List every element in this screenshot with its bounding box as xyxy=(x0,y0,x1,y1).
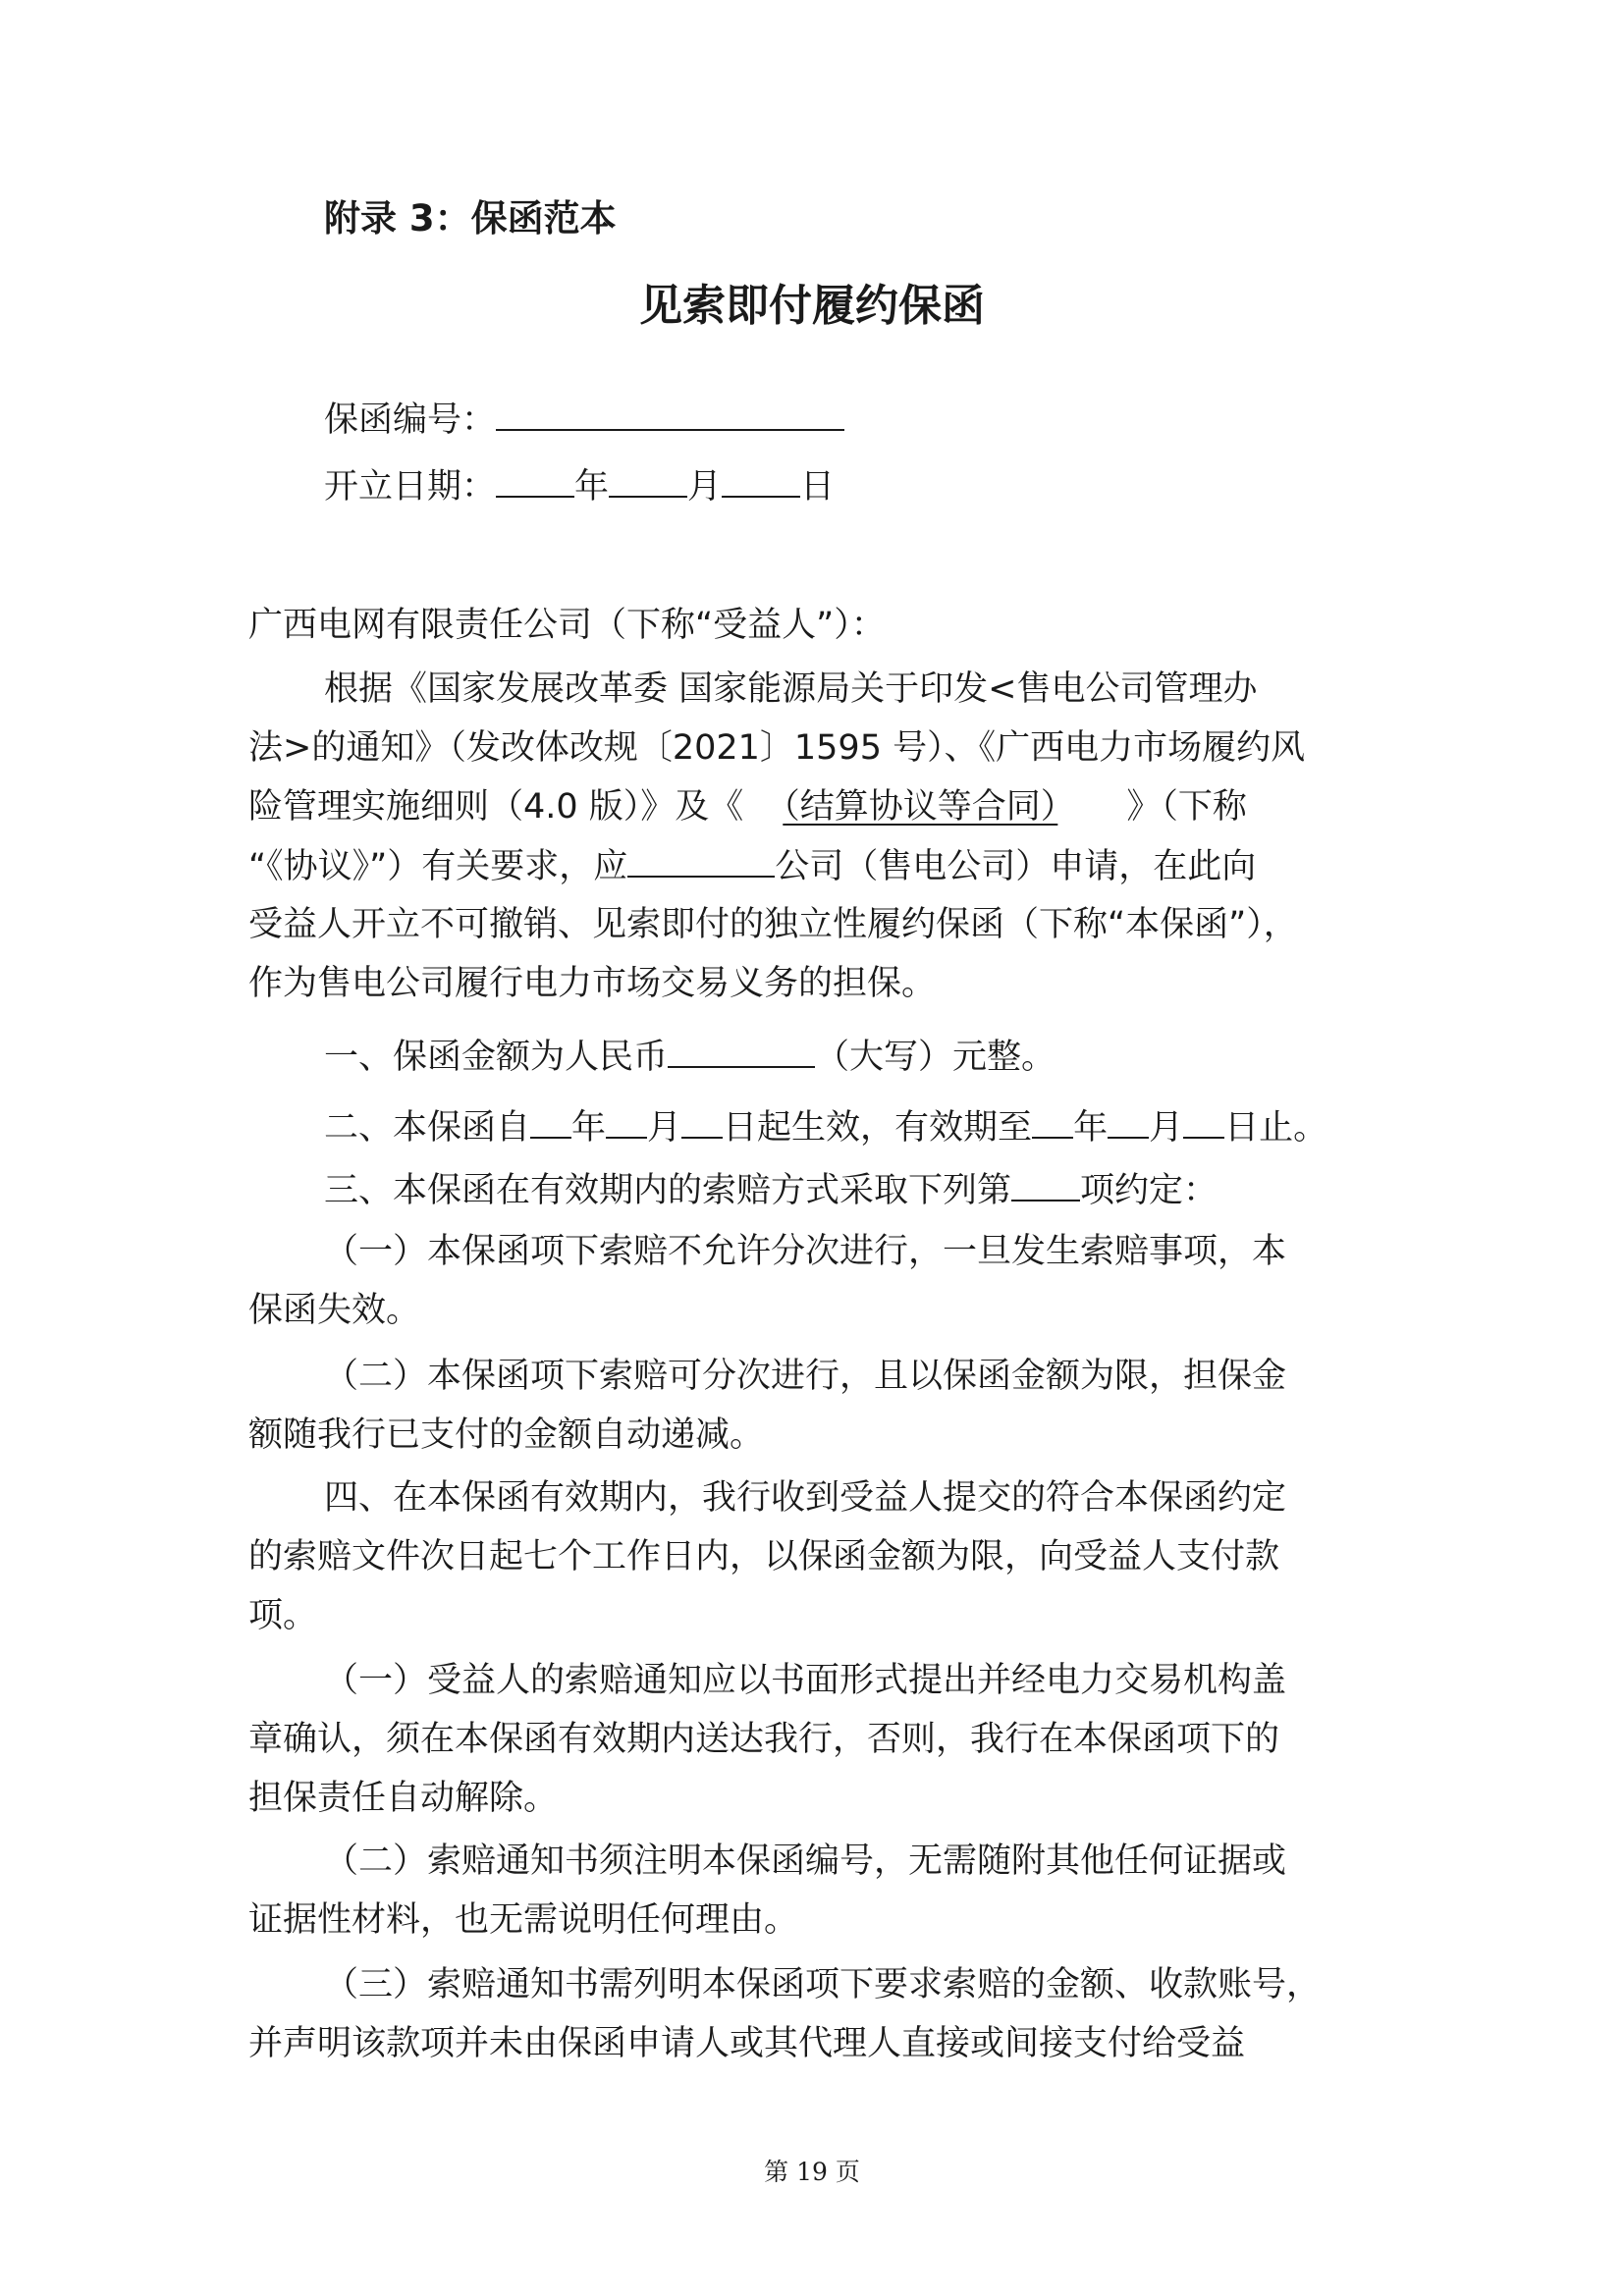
intro-line-4 xyxy=(248,842,1256,890)
issue-day-label: 日 xyxy=(800,467,836,507)
clause-3-2-line-2: 额随我行已支付的金额自动递减。 xyxy=(248,1415,765,1455)
clause-1-start: 一、保函金额为人民币 xyxy=(324,1038,669,1077)
guarantee-number-blank[interactable] xyxy=(496,396,844,431)
clause-4-2-line-1: （二）索赔通知书须注明本保函编号，无需随附其他任何证据或 xyxy=(324,1842,1287,1881)
clause-2-end: 日止。 xyxy=(1224,1108,1328,1148)
amount-blank[interactable] xyxy=(668,1033,815,1068)
clause-2-start: 二、本保函自 xyxy=(324,1108,531,1148)
clause-3-2-line-1: （二）本保函项下索赔可分次进行，且以保函金额为限，担保金 xyxy=(324,1357,1287,1396)
clause-3-end: 项约定： xyxy=(1080,1171,1218,1210)
expiry-day-blank[interactable] xyxy=(1183,1103,1224,1139)
clause-2-middle: 日起生效，有效期至 xyxy=(723,1108,1033,1148)
expiry-year-label: 年 xyxy=(1073,1108,1109,1148)
clause-1-end: （大写）元整。 xyxy=(815,1038,1056,1077)
appendix-heading: 附录 3：保函范本 xyxy=(324,197,617,240)
issue-date-label: 开立日期： xyxy=(324,467,497,507)
clause-4-1-line-1: （一）受益人的索赔通知应以书面形式提出并经电力交易机构盖 xyxy=(324,1661,1287,1700)
expiry-month-blank[interactable] xyxy=(1108,1103,1149,1139)
guarantee-number-line xyxy=(324,396,844,444)
clause-3-1-line-1: （一）本保函项下索赔不允许分次进行，一旦发生索赔事项，本 xyxy=(324,1232,1287,1271)
issue-date-line xyxy=(324,462,835,510)
intro-line-4-start: “《协议》”）有关要求，应 xyxy=(248,847,628,886)
issue-month-blank[interactable] xyxy=(609,462,687,498)
intro-line-3 xyxy=(248,783,1247,830)
contract-name-field[interactable]: （结算协议等合同） xyxy=(783,787,1058,827)
effective-year-label: 年 xyxy=(571,1108,607,1148)
intro-line-1: 根据《国家发展改革委 国家能源局关于印发<售电公司管理办 xyxy=(324,669,1258,709)
effective-day-blank[interactable] xyxy=(681,1103,723,1139)
document-title: 见索即付履约保函 xyxy=(639,281,985,331)
issue-year-label: 年 xyxy=(574,467,610,507)
effective-month-label: 月 xyxy=(647,1108,682,1148)
effective-year-blank[interactable] xyxy=(530,1103,571,1139)
issue-day-blank[interactable] xyxy=(722,462,800,498)
clause-4-3-line-1: （三）索赔通知书需列明本保函项下要求索赔的金额、收款账号， xyxy=(324,1965,1322,2004)
clause-3-start: 三、本保函在有效期内的索赔方式采取下列第 xyxy=(324,1171,1012,1210)
intro-line-6: 作为售电公司履行电力市场交易义务的担保。 xyxy=(248,964,937,1003)
option-number-blank[interactable] xyxy=(1011,1166,1080,1201)
addressee: 广西电网有限责任公司（下称“受益人”）： xyxy=(248,606,886,645)
clause-4-line-1: 四、在本保函有效期内，我行收到受益人提交的符合本保函约定 xyxy=(324,1478,1287,1518)
clause-1 xyxy=(324,1033,1056,1081)
page-number: 第 19 页 xyxy=(764,2158,860,2186)
intro-line-2: 法>的通知》（发改体改规〔2021〕1595 号）、《广西电力市场履约风 xyxy=(248,728,1306,768)
clause-3 xyxy=(324,1166,1218,1214)
intro-line-4-end: 公司（售电公司）申请，在此向 xyxy=(775,847,1257,886)
clause-2 xyxy=(324,1103,1327,1151)
expiry-month-label: 月 xyxy=(1149,1108,1184,1148)
clause-4-1-line-3: 担保责任自动解除。 xyxy=(248,1779,559,1818)
expiry-year-blank[interactable] xyxy=(1032,1103,1073,1139)
clause-4-3-line-2: 并声明该款项并未由保函申请人或其代理人直接或间接支付给受益 xyxy=(248,2024,1246,2063)
clause-4-line-3: 项。 xyxy=(248,1596,318,1635)
intro-line-3-start: 险管理实施细则（4.0 版）》及《 xyxy=(248,787,744,827)
company-name-blank[interactable] xyxy=(627,842,775,878)
issue-month-label: 月 xyxy=(687,467,723,507)
clause-3-1-line-2: 保函失效。 xyxy=(248,1291,421,1330)
issue-year-blank[interactable] xyxy=(496,462,574,498)
effective-month-blank[interactable] xyxy=(606,1103,647,1139)
clause-4-2-line-2: 证据性材料，也无需说明任何理由。 xyxy=(248,1900,799,1940)
guarantee-number-label: 保函编号： xyxy=(324,400,497,440)
clause-4-line-2: 的索赔文件次日起七个工作日内，以保函金额为限，向受益人支付款 xyxy=(248,1537,1280,1576)
intro-line-5: 受益人开立不可撤销、见索即付的独立性履约保函（下称“本保函”）， xyxy=(248,905,1298,944)
intro-line-3-end: 》（下称 xyxy=(1126,787,1247,827)
clause-4-1-line-2: 章确认，须在本保函有效期内送达我行，否则，我行在本保函项下的 xyxy=(248,1720,1280,1759)
